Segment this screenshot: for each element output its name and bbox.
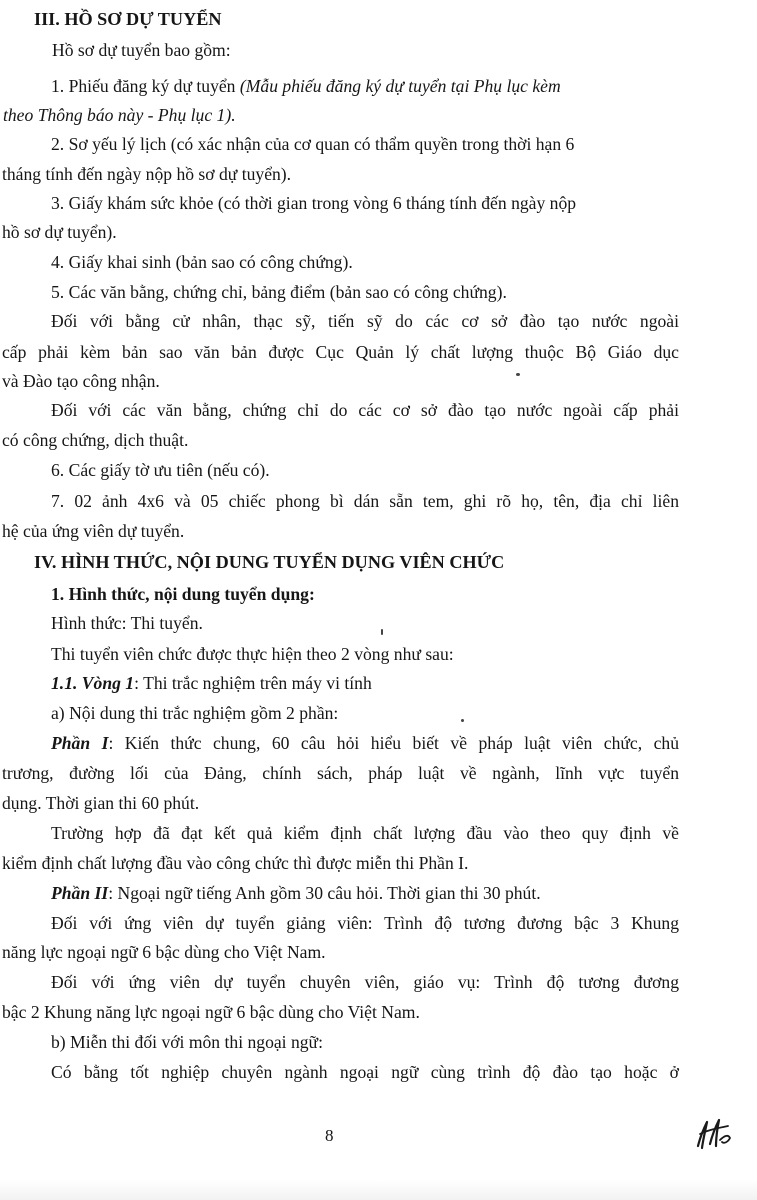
part-1-text: : Kiến thức chung, 60 câu hỏi hiểu biết về pháp luật viên chức, chủ <box>108 733 679 753</box>
item-2-line-2: tháng tính đến ngày nộp hồ sơ dự tuyển). <box>2 164 292 184</box>
item-3-line-2: hồ sơ dự tuyển). <box>2 222 117 242</box>
foreign-degree-line-2: cấp phải kèm bản sao văn bản được Cục Quản lý chất lượng thuộc Bộ Giáo dục <box>2 342 679 362</box>
scan-speck <box>381 629 383 635</box>
round-1-text: : Thi trắc nghiệm trên máy vi tính <box>134 673 372 693</box>
item-3-line-1: 3. Giấy khám sức khỏe (có thời gian trong vòng 6 tháng tính đến ngày nộp <box>51 193 577 213</box>
item-5: 5. Các văn bằng, chứng chỉ, bảng điểm (bản sao có công chứng). <box>51 282 507 302</box>
scan-bottom-edge <box>0 1180 757 1200</box>
section-4-heading: IV. HÌNH THỨC, NỘI DUNG TUYỂN DỤNG VIÊN CHỨC <box>34 552 505 572</box>
part-2-label: Phần II <box>51 883 109 903</box>
foreign-degree-line-3: và Đào tạo công nhận. <box>2 371 160 391</box>
part-1-line-3: dụng. Thời gian thi 60 phút. <box>2 793 200 813</box>
subsection-1-heading: 1. Hình thức, nội dung tuyển dụng: <box>51 584 315 604</box>
item-4: 4. Giấy khai sinh (bản sao có công chứng). <box>51 252 353 272</box>
section-3-intro: Hồ sơ dự tuyển bao gồm: <box>52 40 231 60</box>
exam-rounds: Thi tuyển viên chức được thực hiện theo 2 vòng như sau: <box>51 644 454 664</box>
staff-line-1: Đối với ứng viên dự tuyển chuyên viên, giáo vụ: Trình độ tương đương <box>51 972 679 992</box>
exemption-line-2: kiểm định chất lượng đầu vào công chức thì được miễn thi Phần I. <box>2 853 469 873</box>
foreign-degree-line-1: Đối với bằng cử nhân, thạc sỹ, tiến sỹ do các cơ sở đào tạo nước ngoài <box>51 311 679 331</box>
section-3-heading: III. HỒ SƠ DỰ TUYỂN <box>34 9 222 29</box>
language-exemption: b) Miễn thi đối với môn thi ngoại ngữ: <box>51 1032 323 1052</box>
item-1-text: 1. Phiếu đăng ký dự tuyển <box>51 76 240 96</box>
lecturer-line-1: Đối với ứng viên dự tuyển giảng viên: Trình độ tương đương bậc 3 Khung <box>51 913 679 933</box>
item-6: 6. Các giấy tờ ưu tiên (nếu có). <box>51 460 270 480</box>
scan-speck <box>461 719 464 722</box>
handwritten-initials-icon <box>690 1110 736 1156</box>
scan-speck <box>516 373 520 376</box>
part-1-line-2: trương, đường lối của Đảng, chính sách, pháp luật về ngành, lĩnh vực tuyển <box>2 763 679 783</box>
foreign-certificate-line-1: Đối với các văn bằng, chứng chỉ do các cơ sở đào tạo nước ngoài cấp phải <box>51 400 679 420</box>
exam-form: Hình thức: Thi tuyển. <box>51 613 203 633</box>
item-1-line-1 <box>51 75 561 97</box>
exemption-line-1: Trường hợp đã đạt kết quả kiểm định chất lượng đầu vào theo quy định về <box>51 823 679 843</box>
part-1-line-1 <box>51 732 679 754</box>
item-1-line-2: theo Thông báo này - Phụ lục 1). <box>3 105 236 125</box>
part-2-text: : Ngoại ngữ tiếng Anh gồm 30 câu hỏi. Thời gian thi 30 phút. <box>108 883 541 903</box>
part-1-label: Phần I <box>51 733 109 753</box>
item-7-line-2: hệ của ứng viên dự tuyển. <box>2 521 185 541</box>
foreign-certificate-line-2: có công chứng, dịch thuật. <box>2 430 189 450</box>
staff-line-2: bậc 2 Khung năng lực ngoại ngữ 6 bậc dùng cho Việt Nam. <box>2 1002 420 1022</box>
item-1-note: (Mẫu phiếu đăng ký dự tuyển tại Phụ lục kèm <box>239 76 561 96</box>
test-content: a) Nội dung thi trắc nghiệm gồm 2 phần: <box>51 703 339 723</box>
item-2-line-1: 2. Sơ yếu lý lịch (có xác nhận của cơ quan có thẩm quyền trong thời hạn 6 <box>51 134 575 154</box>
degree-line: Có bằng tốt nghiệp chuyên ngành ngoại ngữ cùng trình độ đào tạo hoặc ở <box>51 1062 679 1082</box>
item-7-line-1: 7. 02 ảnh 4x6 và 05 chiếc phong bì dán sẵn tem, ghi rõ họ, tên, địa chỉ liên <box>51 491 679 511</box>
round-1-label: 1.1. Vòng 1 <box>51 673 135 693</box>
lecturer-line-2: năng lực ngoại ngữ 6 bậc dùng cho Việt Nam. <box>2 942 326 962</box>
part-2-line <box>51 882 541 904</box>
page-number: 8 <box>325 1126 334 1145</box>
round-1-line <box>51 672 372 694</box>
